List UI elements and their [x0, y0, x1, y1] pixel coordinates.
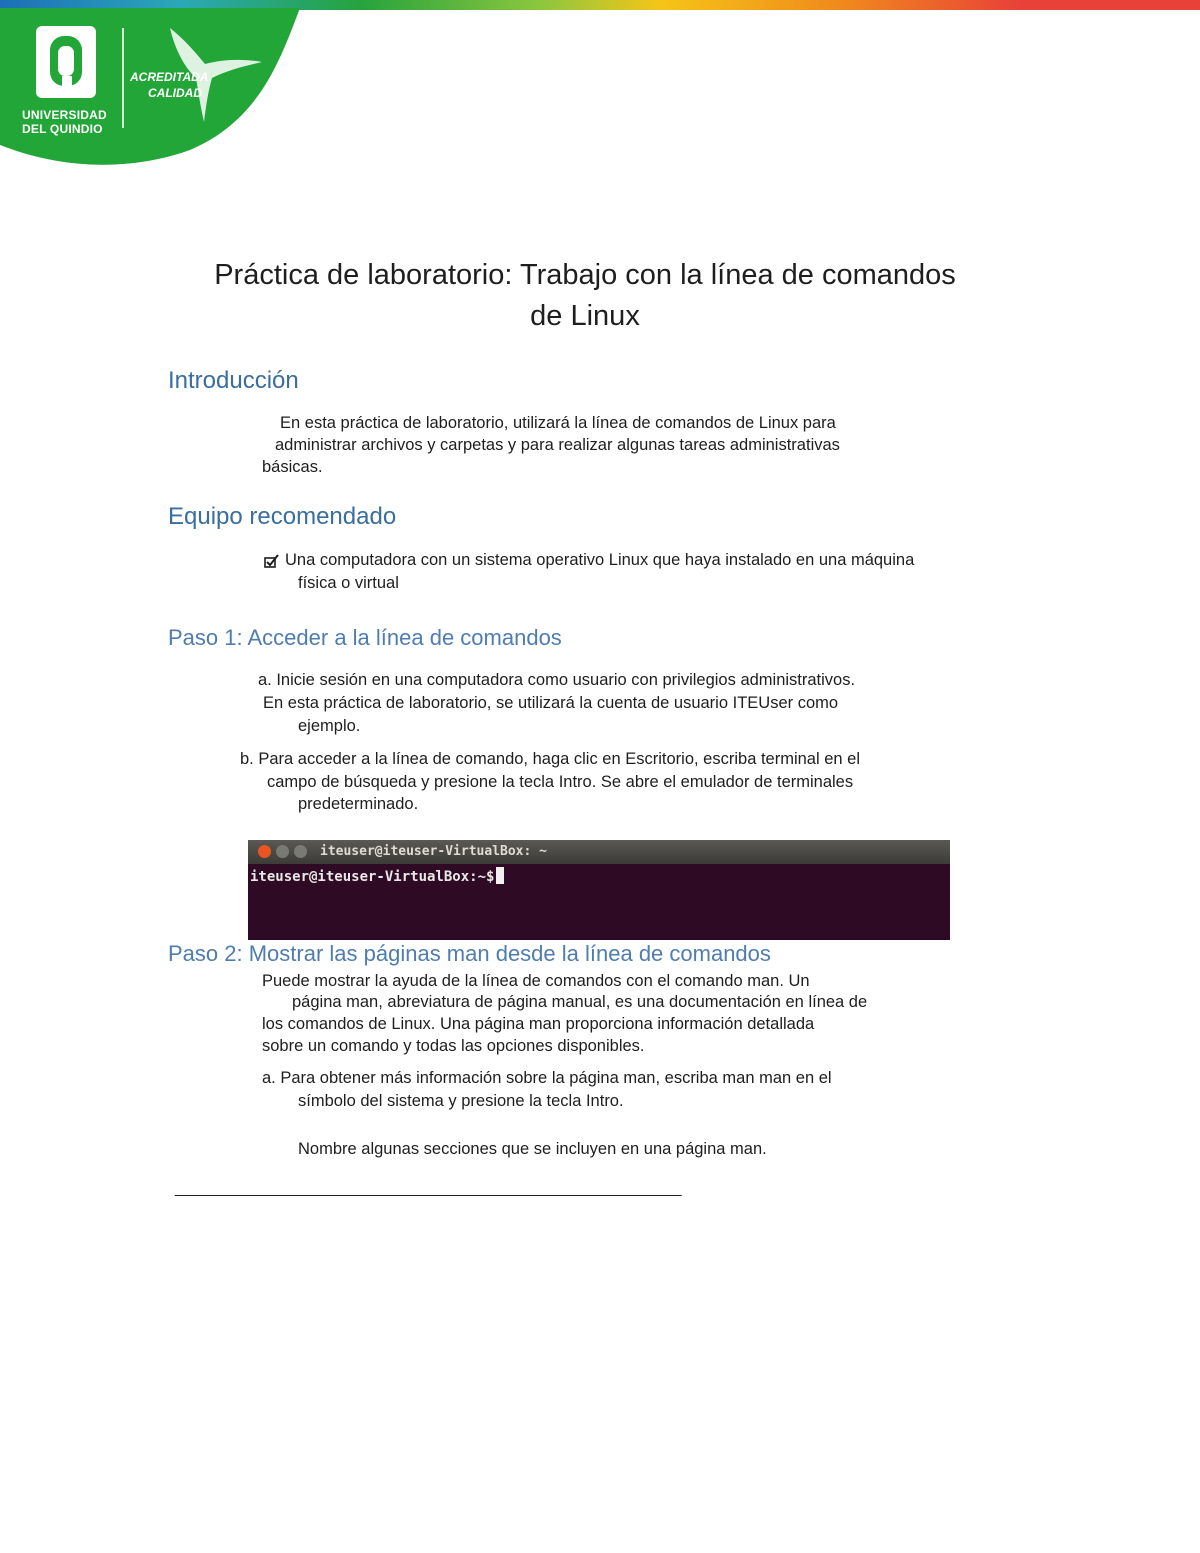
minimize-icon [276, 845, 289, 858]
step1-a-line-3: ejemplo. [298, 717, 361, 735]
equipment-line-1: Una computadora con un sistema operativo Linux que haya instalado en una máquina [285, 551, 915, 569]
step2-intro-line-3: los comandos de Linux. Una página man proporciona información detallada [262, 1015, 815, 1033]
intro-line-3: básicas. [262, 458, 323, 476]
equipment-line-2: física o virtual [298, 574, 399, 592]
seal-text-line1: ACREDITADA [130, 70, 209, 84]
step2-intro-line-1: Puede mostrar la ayuda de la línea de comandos con el comando man. Un [262, 972, 810, 990]
equipment-heading: Equipo recomendado [168, 503, 397, 530]
logo-text-line1: UNIVERSIDAD [22, 108, 107, 122]
step2-intro-line-4: sobre un comando y todas las opciones disponibles. [262, 1037, 645, 1055]
step2-heading: Paso 2: Mostrar las páginas man desde la línea de comandos [168, 941, 771, 966]
terminal-title: iteuser@iteuser-VirtualBox: ~ [320, 844, 547, 859]
step1-b-line-2: campo de búsqueda y presione la tecla Intro. Se abre el emulador de terminales [267, 773, 854, 791]
step2-a-line-1: a. Para obtener más información sobre la página man, escriba man man en el [262, 1069, 832, 1087]
intro-line-2: administrar archivos y carpetas y para realizar algunas tareas administrativas [275, 436, 840, 454]
terminal-cursor [496, 867, 504, 884]
seal-text-line2: CALIDAD [148, 86, 202, 100]
step1-b-line-1: b. Para acceder a la línea de comando, haga clic en Escritorio, escriba terminal en el [240, 750, 860, 768]
terminal-screenshot [248, 840, 950, 940]
close-icon [258, 845, 271, 858]
step2-intro-line-2: página man, abreviatura de página manual, es una documentación en línea de [292, 993, 868, 1011]
maximize-icon [294, 845, 307, 858]
step1-a-line-1: a. Inicie sesión en una computadora como usuario con privilegios administrativos. [258, 671, 856, 689]
document-title [160, 255, 1010, 337]
terminal-prompt: iteuser@iteuser-VirtualBox:~$ [250, 869, 495, 885]
answer-blank-line[interactable]: ________________________________________________________________ [175, 1180, 681, 1197]
title-line-2: de Linux [530, 300, 640, 332]
step1-b-line-3: predeterminado. [298, 795, 419, 813]
logo-text-line2: DEL QUINDIO [22, 122, 103, 136]
intro-line-1: En esta práctica de laboratorio, utilizará la línea de comandos de Linux para [280, 414, 836, 432]
terminal-title-bar [248, 840, 950, 864]
header-green-shape [0, 0, 320, 200]
check-box-icon [264, 553, 280, 569]
intro-heading: Introducción [168, 367, 299, 394]
terminal-prompt-line [250, 867, 504, 885]
step1-heading: Paso 1: Acceder a la línea de comandos [168, 625, 562, 650]
step1-a-line-2: En esta práctica de laboratorio, se utilizará la cuenta de usuario ITEUser como [263, 694, 839, 712]
step2-question: Nombre algunas secciones que se incluyen en una página man. [298, 1140, 767, 1158]
step2-a-line-2: símbolo del sistema y presione la tecla Intro. [298, 1092, 624, 1110]
title-line-1: Práctica de laboratorio: Trabajo con la línea de comandos [214, 259, 956, 291]
